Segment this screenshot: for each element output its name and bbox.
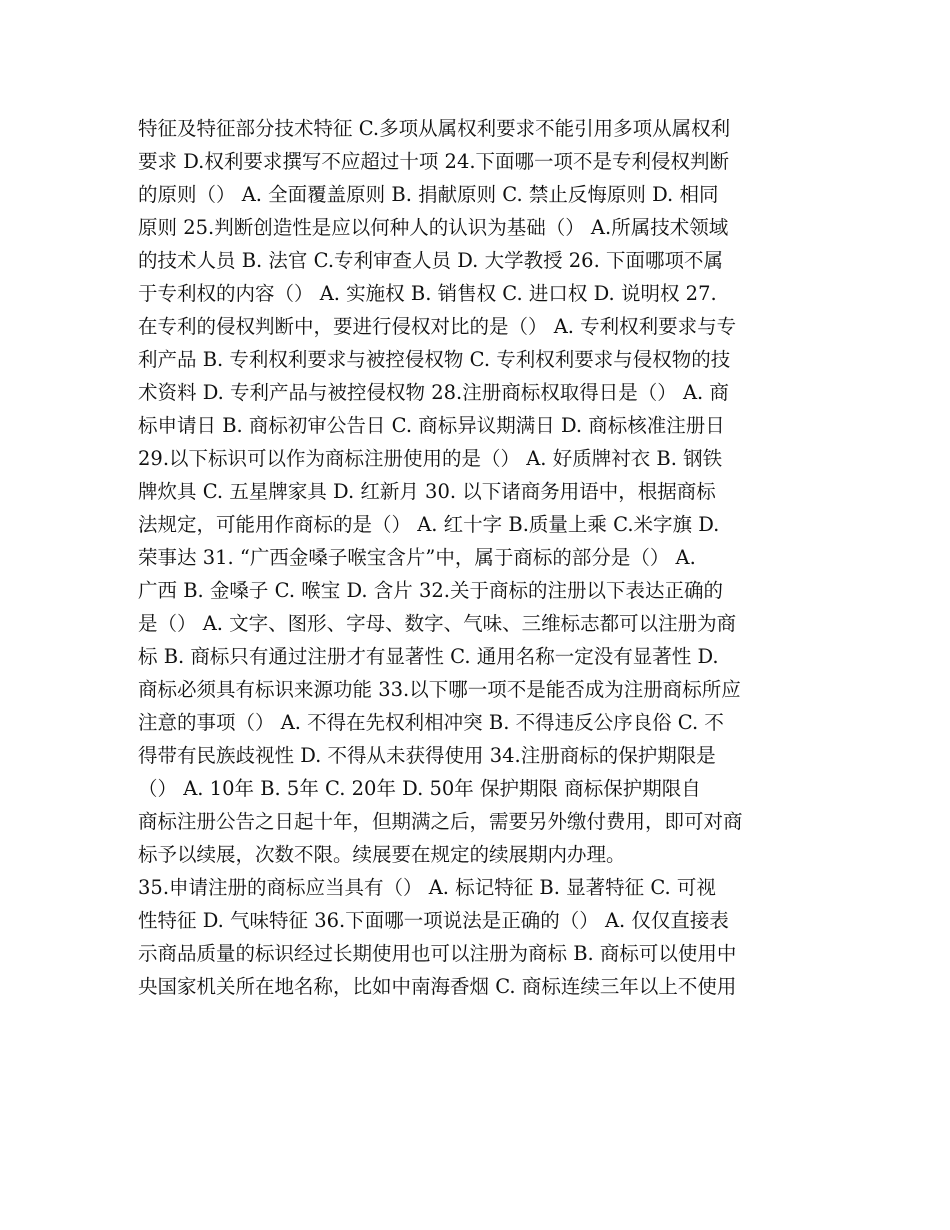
text-line: 标 B. 商标只有通过注册才有显著性 C. 通用名称一定没有显著性 D. (138, 645, 719, 668)
text-line: 得带有民族歧视性 D. 不得从未获得使用 34.注册商标的保护期限是 (138, 744, 716, 767)
text-line: 性特征 D. 气味特征 36.下面哪一项说法是正确的（） A. 仅仅直接表 (138, 909, 729, 932)
text-line: 是（） A. 文字、图形、字母、数字、气味、三维标志都可以注册为商 (138, 612, 737, 635)
text-line: 特征及特征部分技术特征 C.多项从属权利要求不能引用多项从属权利 (138, 117, 731, 140)
text-line: 要求 D.权利要求撰写不应超过十项 24.下面哪一项不是专利侵权判断 (138, 150, 730, 173)
text-line: 29.以下标识可以作为商标注册使用的是（） A. 好质牌衬衣 B. 钢铁 (138, 447, 723, 470)
text-line: 标申请日 B. 商标初审公告日 C. 商标异议期满日 D. 商标核准注册日 (138, 414, 725, 437)
text-line: 法规定，可能用作商标的是（） A. 红十字 B.质量上乘 C.米字旗 D. (138, 513, 720, 536)
text-line: （） A. 10年 B. 5年 C. 20年 D. 50年 保护期限 商标保护期限自 (138, 777, 701, 800)
text-line: 利产品 B. 专利权利要求与被控侵权物 C. 专利权利要求与侵权物的技 (138, 348, 731, 371)
text-line: 的原则（） A. 全面覆盖原则 B. 捐献原则 C. 禁止反悔原则 D. 相同 (138, 183, 719, 206)
text-line: 广西 B. 金嗓子 C. 喉宝 D. 含片 32.关于商标的注册以下表达正确的 (138, 579, 723, 602)
text-line: 牌炊具 C. 五星牌家具 D. 红新月 30. 以下诸商务用语中，根据商标 (138, 480, 716, 503)
text-line: 于专利权的内容（） A. 实施权 B. 销售权 C. 进口权 D. 说明权 27. (138, 282, 717, 305)
text-line: 注意的事项（） A. 不得在先权利相冲突 B. 不得违反公序良俗 C. 不 (138, 711, 724, 734)
text-line: 术资料 D. 专利产品与被控侵权物 28.注册商标权取得日是（） A. 商 (138, 381, 729, 404)
text-line: 原则 25.判断创造性是应以何种人的认识为基础（） A.所属技术领域 (138, 216, 729, 239)
text-line: 商标必须具有标识来源功能 33.以下哪一项不是能否成为注册商标所应 (138, 678, 741, 701)
text-line: 35.申请注册的商标应当具有（） A. 标记特征 B. 显著特征 C. 可视 (138, 876, 716, 899)
text-line: 央国家机关所在地名称，比如中南海香烟 C. 商标连续三年以上不使用 (138, 975, 737, 998)
text-line: 标予以续展，次数不限。续展要在规定的续展期内办理。 (138, 843, 626, 866)
text-line: 示商品质量的标识经过长期使用也可以注册为商标 B. 商标可以使用中 (138, 942, 737, 965)
text-line: 在专利的侵权判断中，要进行侵权对比的是（） A. 专利权利要求与专 (138, 315, 737, 338)
text-line: 荣事达 31. “广西金嗓子喉宝含片”中，属于商标的部分是（） A. (138, 546, 696, 569)
text-line: 的技术人员 B. 法官 C.专利审查人员 D. 大学教授 26. 下面哪项不属 (138, 249, 723, 272)
text-line: 商标注册公告之日起十年，但期满之后，需要另外缴付费用，即可对商 (138, 810, 743, 833)
document-body (138, 112, 814, 1003)
